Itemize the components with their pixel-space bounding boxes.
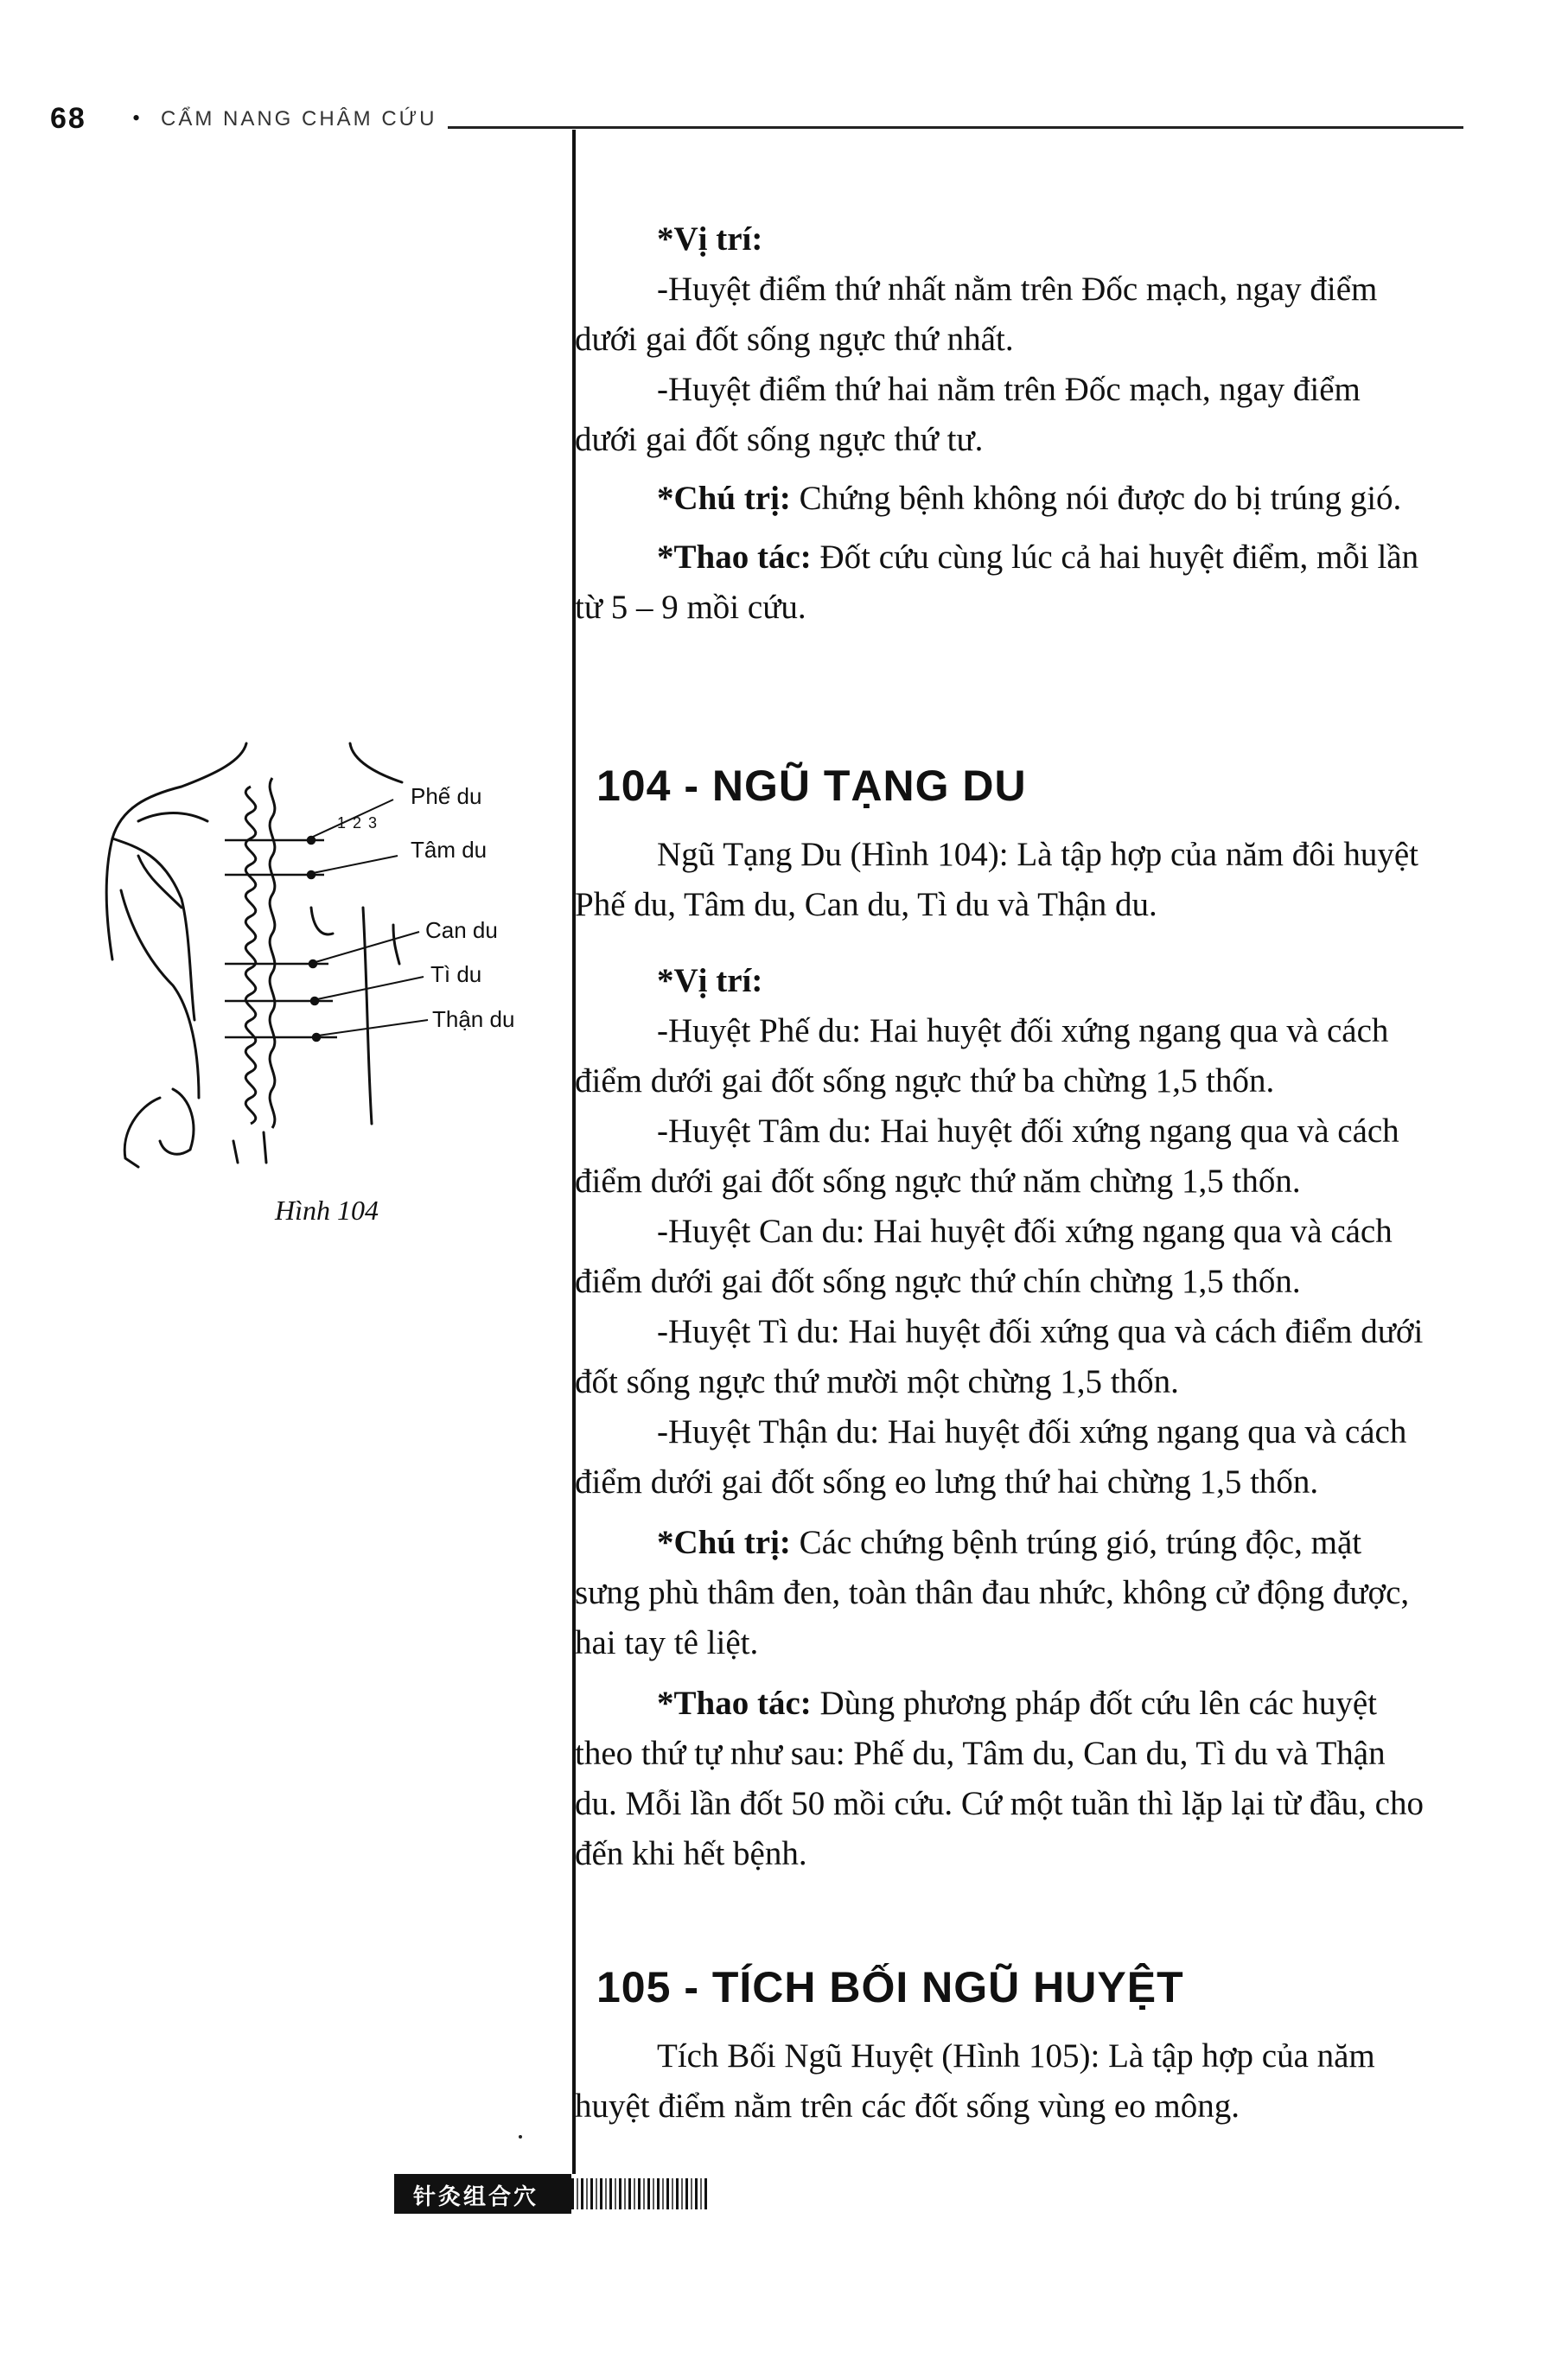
footer-scan-noise xyxy=(571,2178,710,2209)
right-arm-curve xyxy=(393,925,399,964)
label-phe-du: Phế du xyxy=(411,783,482,809)
right-side-outline xyxy=(363,908,372,1124)
label-than-du: Thận du xyxy=(432,1006,515,1032)
chu-tri-text: Các chứng bệnh trúng gió, trúng độc, mặt sưng phù thâm đen, toàn thân đau nhức, không cử động được, hai tay tê liệt. xyxy=(575,1524,1410,1661)
figure-caption: Hình 104 xyxy=(275,1195,379,1226)
block-103-continued xyxy=(575,214,1431,633)
label-ti-du: Tì du xyxy=(430,961,482,987)
section-heading-104: 104 - NGŨ TẠNG DU xyxy=(596,762,1027,810)
thao-tac-label: *Thao tác: xyxy=(657,539,812,576)
section-104-body xyxy=(575,830,1431,1879)
iliac-crest xyxy=(160,1089,194,1154)
left-arm-outline xyxy=(112,838,194,1020)
vi-tri-item: -Huyệt điểm thứ nhất nằm trên Đốc mạch, ngay điểm dưới gai đốt sống ngực thứ nhất. xyxy=(575,271,1378,358)
running-header xyxy=(50,102,1433,145)
header-rule xyxy=(448,126,1463,129)
vi-tri-item: -Huyệt Can du: Hai huyệt đối xứng ngang qua và cách điểm dưới gai đốt sống ngực thứ chín chừng 1,5 thốn. xyxy=(575,1213,1393,1300)
spine xyxy=(245,778,275,1128)
num-label: 1 xyxy=(337,814,347,832)
sacrum-line xyxy=(233,1141,238,1163)
left-shoulder-outline xyxy=(106,743,246,959)
tam-du-leader xyxy=(313,856,398,873)
footer-tag xyxy=(394,2174,571,2214)
left-side-outline xyxy=(121,890,199,1098)
ti-du-leader xyxy=(317,977,424,999)
can-du-leader xyxy=(316,932,419,962)
vi-tri-item: -Huyệt điểm thứ hai nằm trên Đốc mạch, ngay điểm dưới gai đốt sống ngực thứ tư. xyxy=(575,371,1361,458)
right-shoulder-outline xyxy=(350,743,402,782)
scapula-top xyxy=(138,813,207,821)
vi-tri-item: -Huyệt Phế du: Hai huyệt đối xứng ngang qua và cách điểm dưới gai đốt sống ngực thứ ba chừng 1,5 thốn. xyxy=(575,1012,1389,1100)
book-title: CẨM NANG CHÂM CỨU xyxy=(161,107,437,131)
section-105-body xyxy=(575,2031,1431,2132)
label-can-du: Can du xyxy=(425,917,498,943)
phe-du-point xyxy=(308,837,315,844)
than-du-leader xyxy=(318,1020,428,1036)
section-heading-105: 105 - TÍCH BỐI NGŨ HUYỆT xyxy=(596,1963,1184,2011)
vi-tri-label: *Vị trí: xyxy=(657,220,763,258)
ti-du-point xyxy=(311,998,318,1004)
sacrum-line-2 xyxy=(264,1132,266,1163)
section-intro: Ngũ Tạng Du (Hình 104): Là tập hợp của năm đôi huyệt Phế du, Tâm du, Can du, Tì du và Thận du. xyxy=(575,836,1418,923)
chu-tri-label: *Chú trị: xyxy=(657,1524,791,1561)
vi-tri-item: -Huyệt Tì du: Hai huyệt đối xứng qua và cách điểm dưới đốt sống ngực thứ mười một chừng 1,5 thốn. xyxy=(575,1313,1424,1400)
page-number: 68 xyxy=(50,102,86,135)
header-bullet: • xyxy=(132,105,141,131)
section-intro: Tích Bối Ngũ Huyệt (Hình 105): Là tập hợp của năm huyệt điểm nằm trên các đốt sống vùng eo mông. xyxy=(575,2037,1375,2125)
vi-tri-item: -Huyệt Thận du: Hai huyệt đối xứng ngang qua và cách điểm dưới gai đốt sống eo lưng thứ hai chừng 1,5 thốn. xyxy=(575,1413,1407,1501)
print-speck xyxy=(519,2135,522,2139)
left-hip-outline xyxy=(124,1098,160,1167)
chu-tri-label: *Chú trị: xyxy=(657,480,791,517)
right-scapula-curve xyxy=(311,908,333,934)
back-acupoint-figure xyxy=(86,726,570,1193)
footer-tag-text: 针灸组合穴 xyxy=(413,2184,539,2210)
num-label: 2 xyxy=(353,814,362,832)
chu-tri-text: Chứng bệnh không nói được do bị trúng gió. xyxy=(799,480,1402,517)
num-label: 3 xyxy=(368,814,378,832)
thao-tac-text: Dùng phương pháp đốt cứu lên các huyệt theo thứ tự như sau: Phế du, Tâm du, Can du, Tì du và Thận du. Mỗi lần đốt 50 mồi cứu. Cứ một tuần thì lặp lại từ đầu, cho đến khi hết bệnh. xyxy=(575,1685,1424,1872)
vi-tri-item: -Huyệt Tâm du: Hai huyệt đối xứng ngang qua và cách điểm dưới gai đốt sống ngực thứ năm chừng 1,5 thốn. xyxy=(575,1112,1399,1200)
label-tam-du: Tâm du xyxy=(411,837,488,863)
thao-tac-text: Đốt cứu cùng lúc cả hai huyệt điểm, mỗi lần từ 5 – 9 mồi cứu. xyxy=(575,539,1419,626)
thao-tac-label: *Thao tác: xyxy=(657,1685,812,1722)
vi-tri-label: *Vị trí: xyxy=(657,962,763,999)
